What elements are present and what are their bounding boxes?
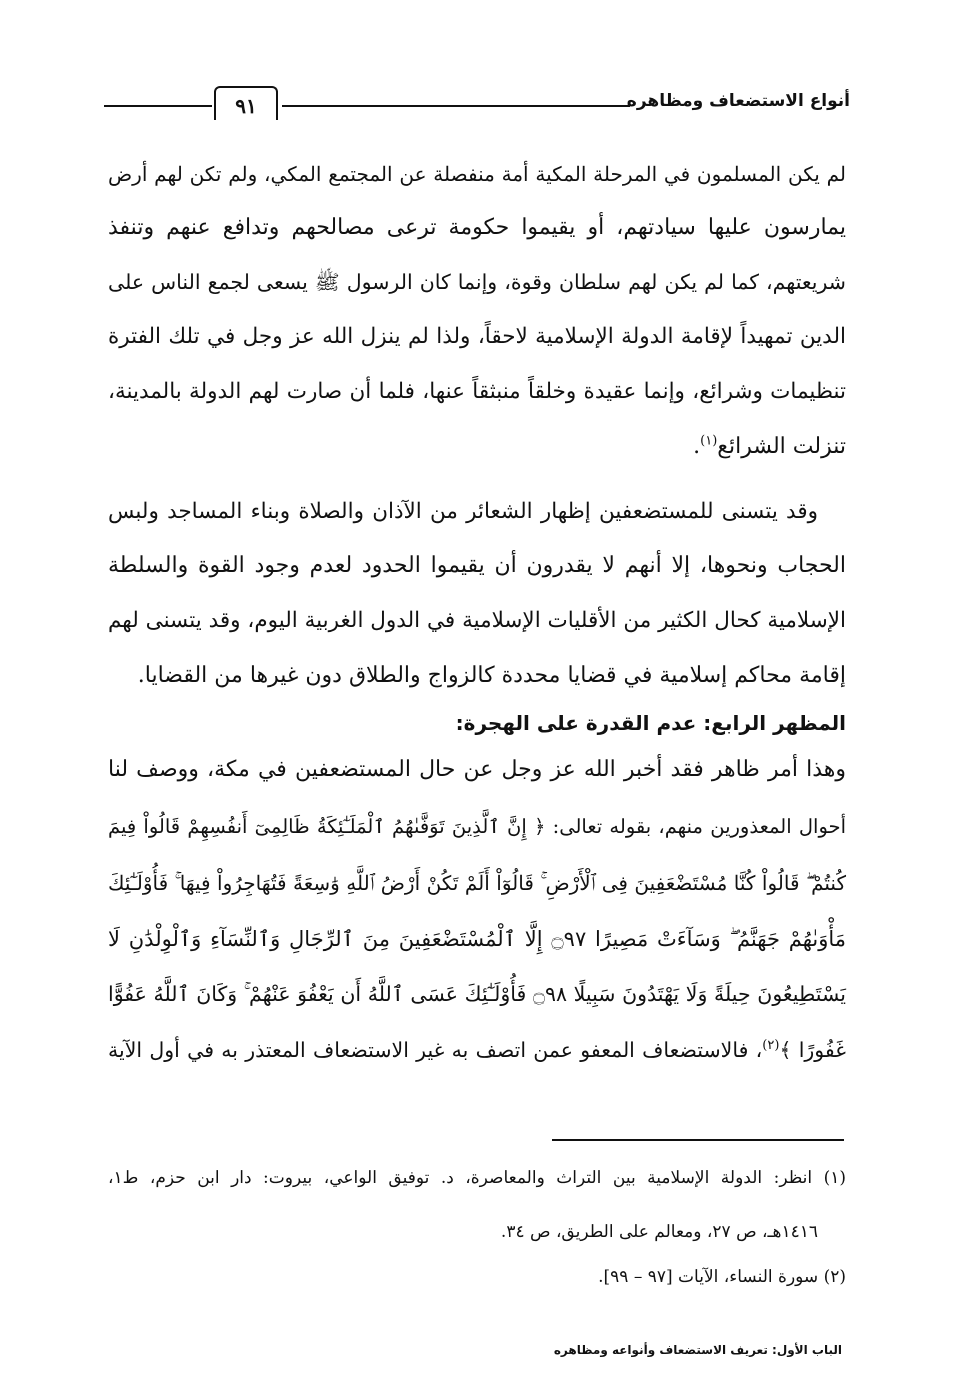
paragraph-1-line: تنظيمات وشرائع، وإنما عقيدة وخلقاً منبثقاً عنها، فلما أن صارت لهم الدولة بالمدينة، (108, 379, 846, 404)
footnote-ref-1: (١) (700, 433, 718, 449)
paragraph-1-last-line (108, 430, 846, 470)
page-number: ٩١ (214, 86, 278, 120)
paragraph-1-end: . (693, 434, 701, 459)
paragraph-1-line: لم يكن المسلمون في المرحلة المكية أمة منفصلة عن المجتمع المكي، ولم تكن لهم أرض (108, 162, 846, 186)
part-title-footer: الباب الأول: تعريف الاستضعاف وأنواعه ومظاهره (553, 1343, 842, 1357)
paragraph-2-line: إقامة محاكم إسلامية في قضايا محددة كالزواج والطلاق دون غيرها من القضايا. (137, 663, 846, 688)
quran-verse-line: يَسْتَطِيعُونَ حِيلَةً وَلَا يَهْتَدُونَ سَبِيلًا ۝٩٨ فَأُوْلَـٰٓئِكَ عَسَى ٱللَّهُ أَن يَعْفُوَ عَنْهُمْ ۚ وَكَانَ ٱللَّهُ عَفُوًّا (108, 982, 846, 1006)
paragraph-3-last-line (108, 1033, 846, 1073)
paragraph-1-line: الدين تمهيداً لإقامة الدولة الإسلامية لاحقاً، ولذا لم ينزل الله عز وجل في تلك الفترة (108, 324, 846, 349)
chapter-title: أنواع الاستضعاف ومظاهره (626, 91, 850, 111)
paragraph-3-tail: ، فالاستضعاف المعفو عمن اتصف به غير الاستضعاف المعتذر به في أول الآية (108, 1038, 763, 1062)
paragraph-2-line: الإسلامية كحال الكثير من الأقليات الإسلامية في الدول الغربية اليوم، وقد يتسنى لهم (108, 608, 846, 633)
quran-verse-end: غَفُورًا ﴾ (779, 1038, 846, 1062)
paragraph-1-line: يمارسون عليها سيادتهم، أو يقيموا حكومة ترعى مصالحهم وتدافع عنهم وتنفذ (108, 215, 846, 240)
footnote-separator (552, 1139, 844, 1141)
quran-verse-line: كُنتُمْ ۖ قَالُواْ كُنَّا مُسْتَضْعَفِينَ فِى ٱلْأَرْضِ ۚ قَالُوٓاْ أَلَمْ تَكُنْ أَرْضُ ٱللَّهِ وَٰسِعَةً فَتُهَاجِرُواْ فِيهَا ۚ فَأُوْلَـٰٓئِكَ (108, 871, 846, 895)
footnote-ref-2: (٢) (762, 1038, 780, 1054)
header-rule-left (104, 105, 212, 107)
footnote-2: (٢) سورة النساء، الآيات [٩٧ – ٩٩]. (598, 1267, 846, 1287)
paragraph-2-line: الحجاب ونحوها، إلا أنهم لا يقدرون أن يقيموا الحدود لعدم وجود القوة والسلطة (108, 553, 846, 578)
section-subheading: المظهر الرابع: عدم القدرة على الهجرة: (455, 711, 846, 735)
footnote-1-continuation: ١٤١٦هـ، ص ٢٧، ومعالم على الطريق، ص ٣٤. (500, 1222, 818, 1242)
paragraph-1-text: تنزلت الشرائع (717, 434, 846, 459)
paragraph-2-line: وقد يتسنى للمستضعفين إظهار الشعائر من الآذان والصلاة وبناء المساجد ولبس (108, 499, 818, 524)
paragraph-3-line: وهذا أمر ظاهر فقد أخبر الله عز وجل عن حال المستضعفين في مكة، ووصف لنا (108, 757, 846, 782)
quran-verse-line: أحوال المعذورين منهم، بقوله تعالى: ﴿ إِنَّ ٱلَّذِينَ تَوَفَّىٰهُمُ ٱلْمَلَـٰٓئِكَةُ ظَالِمِىٓ أَنفُسِهِمْ قَالُواْ فِيمَ (108, 815, 846, 838)
paragraph-1-line: شريعتهم، كما لم يكن لهم سلطان وقوة، وإنما كان الرسول ﷺ يسعى لجمع الناس على (108, 270, 846, 294)
header-rule-right (282, 105, 630, 107)
quran-verse-line: مَأْوَىٰهُمْ جَهَنَّمُ ۖ وَسَآءَتْ مَصِيرًا ۝٩٧ إِلَّا ٱلْمُسْتَضْعَفِينَ مِنَ ٱلرِّجَالِ وَٱلنِّسَآءِ وَٱلْوِلْدَٰنِ لَا (108, 927, 847, 951)
footnote-1: (١) انظر: الدولة الإسلامية بين التراث والمعاصرة، د. توفيق الواعي، بيروت: دار ابن حزم، ط١، (108, 1168, 846, 1188)
